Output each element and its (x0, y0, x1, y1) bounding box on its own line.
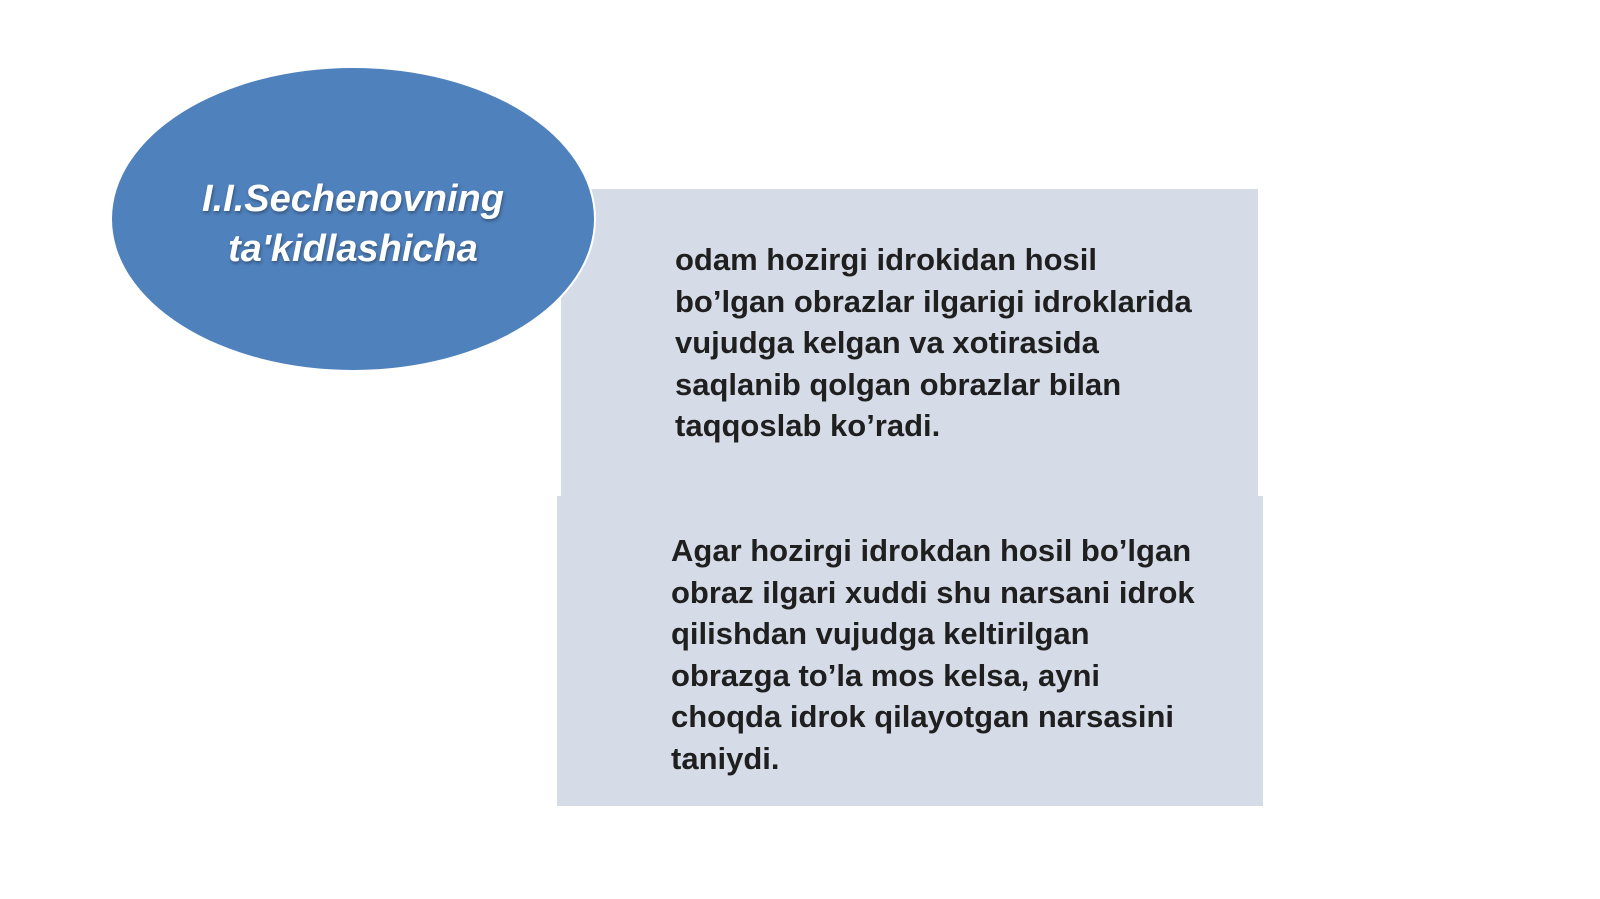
statement-box-top (561, 189, 1258, 504)
statement-text-bottom: Agar hozirgi idrokdan hosil bo’lgan obraz ilgari xuddi shu narsani idrok qilishdan vujudga keltirilgan obrazga to’la mos kelsa, ayni choqda idrok qilayotgan narsasini taniydi. (671, 533, 1195, 776)
statement-text-top: odam hozirgi idrokidan hosil bo’lgan obrazlar ilgarigi idroklarida vujudga kelgan va xotirasida saqlanib qolgan obrazlar bilan taqqoslab ko’radi. (675, 242, 1192, 443)
title-ellipse (110, 66, 596, 372)
statement-box-bottom (557, 496, 1263, 806)
ellipse-title: I.I.Sechenovning ta'kidlashicha (202, 178, 504, 270)
